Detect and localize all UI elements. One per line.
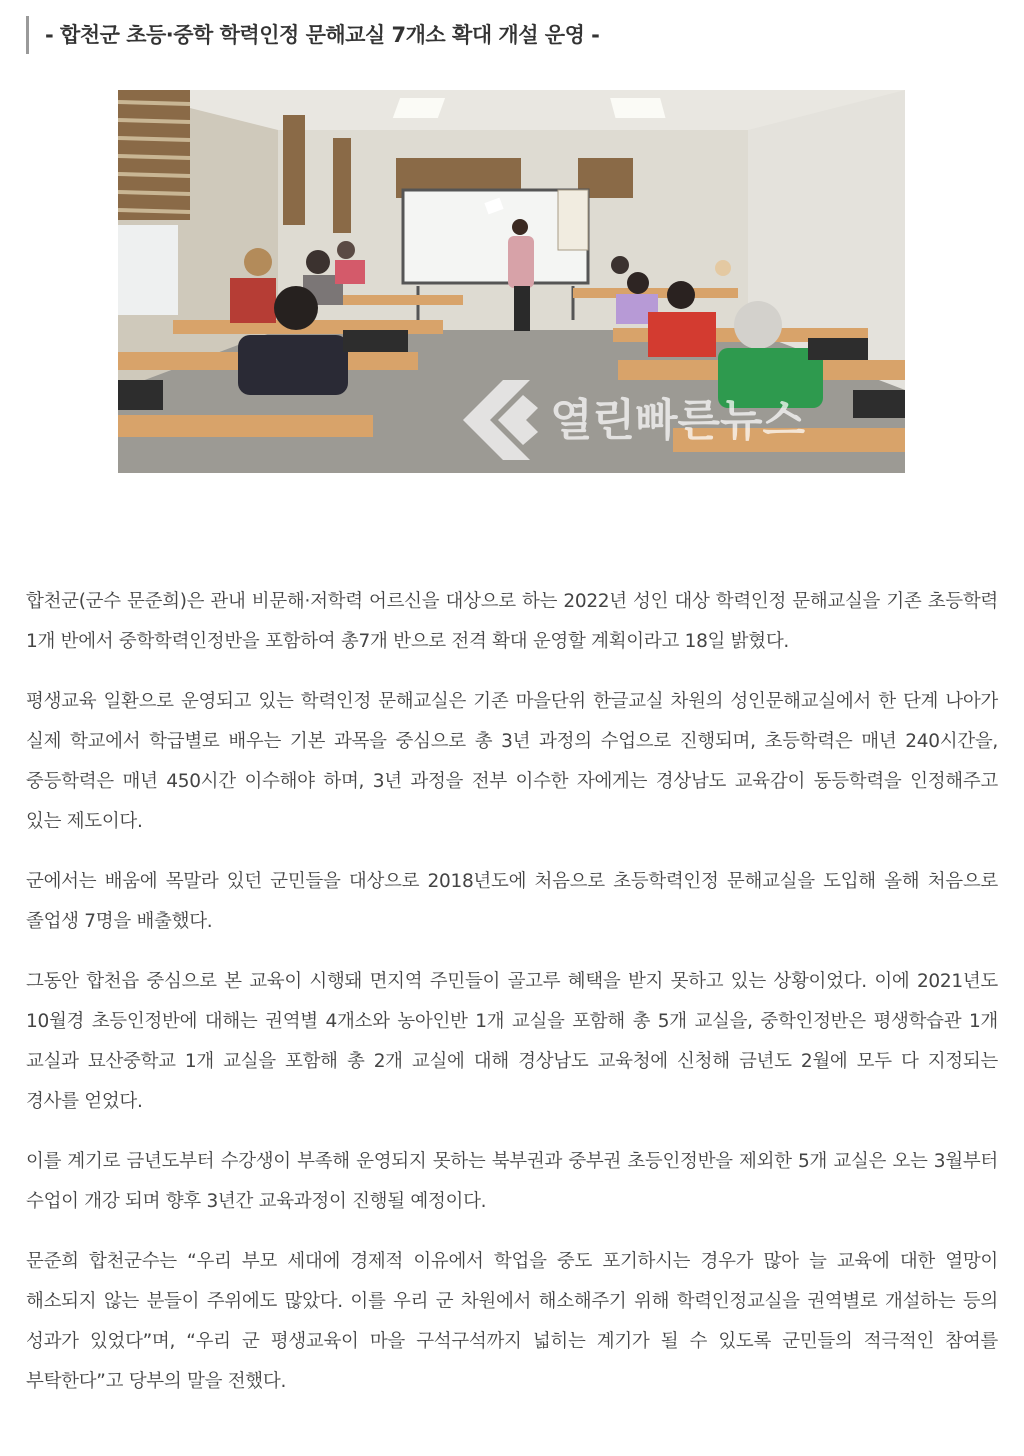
classroom-photo-illustration [118,90,905,473]
article-paragraph: 군에서는 배움에 목말라 있던 군민들을 대상으로 2018년도에 처음으로 초등학력인정 문해교실을 도입해 올해 처음으로 졸업생 7명을 배출했다. [26,871,998,932]
article-subtitle: - 합천군 초등·중학 학력인정 문해교실 7개소 확대 개설 운영 - [26,16,599,54]
watermark-text: 열린빠른뉴스 [550,395,806,446]
article-body [26,582,998,1422]
article-paragraph: 합천군(군수 문준희)은 관내 비문해·저학력 어르신을 대상으로 하는 2022년 성인 대상 학력인정 문해교실을 기존 초등학력 1개 반에서 중학학력인정반을 포함하여 총7개 반으로 전격 확대 운영할 계획이라고 18일 밝혔다. [26,591,998,652]
article-paragraph: 그동안 합천읍 중심으로 본 교육이 시행돼 면지역 주민들이 골고루 혜택을 받지 못하고 있는 상황이었다. 이에 2021년도 10월경 초등인정반에 대해는 권역별 4개소와 농아인반 1개 교실을 포함해 총 5개 교실을, 중학인정반은 평생학습관 1개 교실과 묘산중학교 1개 교실을 포함해 총 2개 교실에 대해 경상남도 교육청에 신청해 금년도 2월에 모두 다 지정되는 경사를 얻었다. [26,971,998,1112]
article-photo [118,90,905,473]
article-paragraph: 이를 계기로 금년도부터 수강생이 부족해 운영되지 못하는 북부권과 중부권 초등인정반을 제외한 5개 교실은 오는 3월부터 수업이 개강 되며 향후 3년간 교육과정이 진행될 예정이다. [26,1151,998,1212]
article-paragraph: 평생교육 일환으로 운영되고 있는 학력인정 문해교실은 기존 마을단위 한글교실 차원의 성인문해교실에서 한 단계 나아가 실제 학교에서 학급별로 배우는 기본 과목을 중심으로 총 3년 과정의 수업으로 진행되며, 초등학력은 매년 240시간을, 중등학력은 매년 450시간 이수해야 하며, 3년 과정을 전부 이수한 자에게는 경상남도 교육감이 동등학력을 인정해주고 있는 제도이다. [26,691,998,832]
article-paragraph: 문준희 합천군수는 “우리 부모 세대에 경제적 이유에서 학업을 중도 포기하시는 경우가 많아 늘 교육에 대한 열망이 해소되지 않는 분들이 주위에도 많았다. 이를 우리 군 차원에서 해소해주기 위해 학력인정교실을 권역별로 개설하는 등의 성과가 있었다”며, “우리 군 평생교육이 마을 구석구석까지 넓히는 계기가 될 수 있도록 군민들의 적극적인 참여를 부탁한다”고 당부의 말을 전했다. [26,1251,998,1392]
